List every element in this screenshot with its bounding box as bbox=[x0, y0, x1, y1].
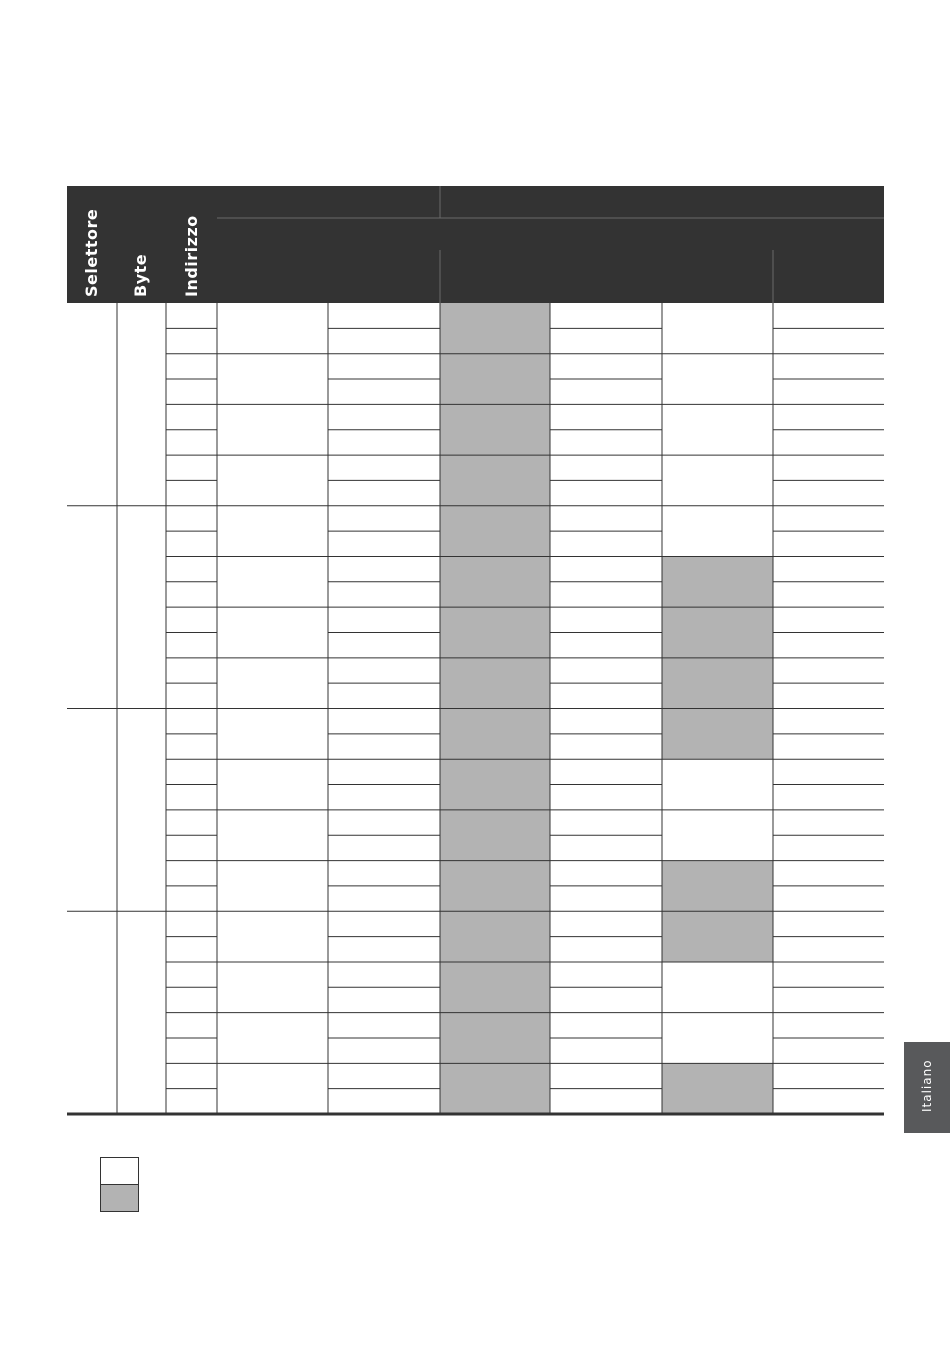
header-selettore: Selettore bbox=[82, 208, 101, 297]
shaded-cell bbox=[440, 303, 550, 354]
shaded-cell bbox=[440, 455, 550, 506]
legend-white-swatch bbox=[100, 1157, 139, 1185]
shaded-cell bbox=[440, 658, 550, 709]
shaded-cell bbox=[662, 861, 773, 912]
shaded-cell bbox=[662, 911, 773, 962]
shaded-cell bbox=[440, 911, 550, 962]
header-byte: Byte bbox=[131, 253, 150, 297]
shaded-cell bbox=[440, 607, 550, 658]
shaded-cell bbox=[440, 810, 550, 861]
side-tab-label: Italiano bbox=[920, 1059, 934, 1112]
shaded-cell bbox=[440, 506, 550, 557]
shaded-cell bbox=[440, 962, 550, 1013]
shaded-cell bbox=[662, 658, 773, 709]
shaded-cell bbox=[440, 404, 550, 455]
shaded-cell bbox=[440, 1063, 550, 1114]
shaded-cell bbox=[440, 354, 550, 405]
shaded-cell bbox=[662, 556, 773, 607]
shaded-cell bbox=[662, 607, 773, 658]
shaded-cell bbox=[440, 1013, 550, 1064]
legend-gray-swatch bbox=[100, 1184, 139, 1212]
shaded-cell bbox=[440, 759, 550, 810]
shaded-cell bbox=[440, 861, 550, 912]
shaded-cell bbox=[662, 709, 773, 760]
shaded-cell bbox=[662, 1063, 773, 1114]
side-language-tab[interactable] bbox=[904, 1042, 950, 1133]
header-indirizzo: Indirizzo bbox=[182, 215, 201, 297]
shaded-cell bbox=[440, 556, 550, 607]
shaded-cell bbox=[440, 709, 550, 760]
